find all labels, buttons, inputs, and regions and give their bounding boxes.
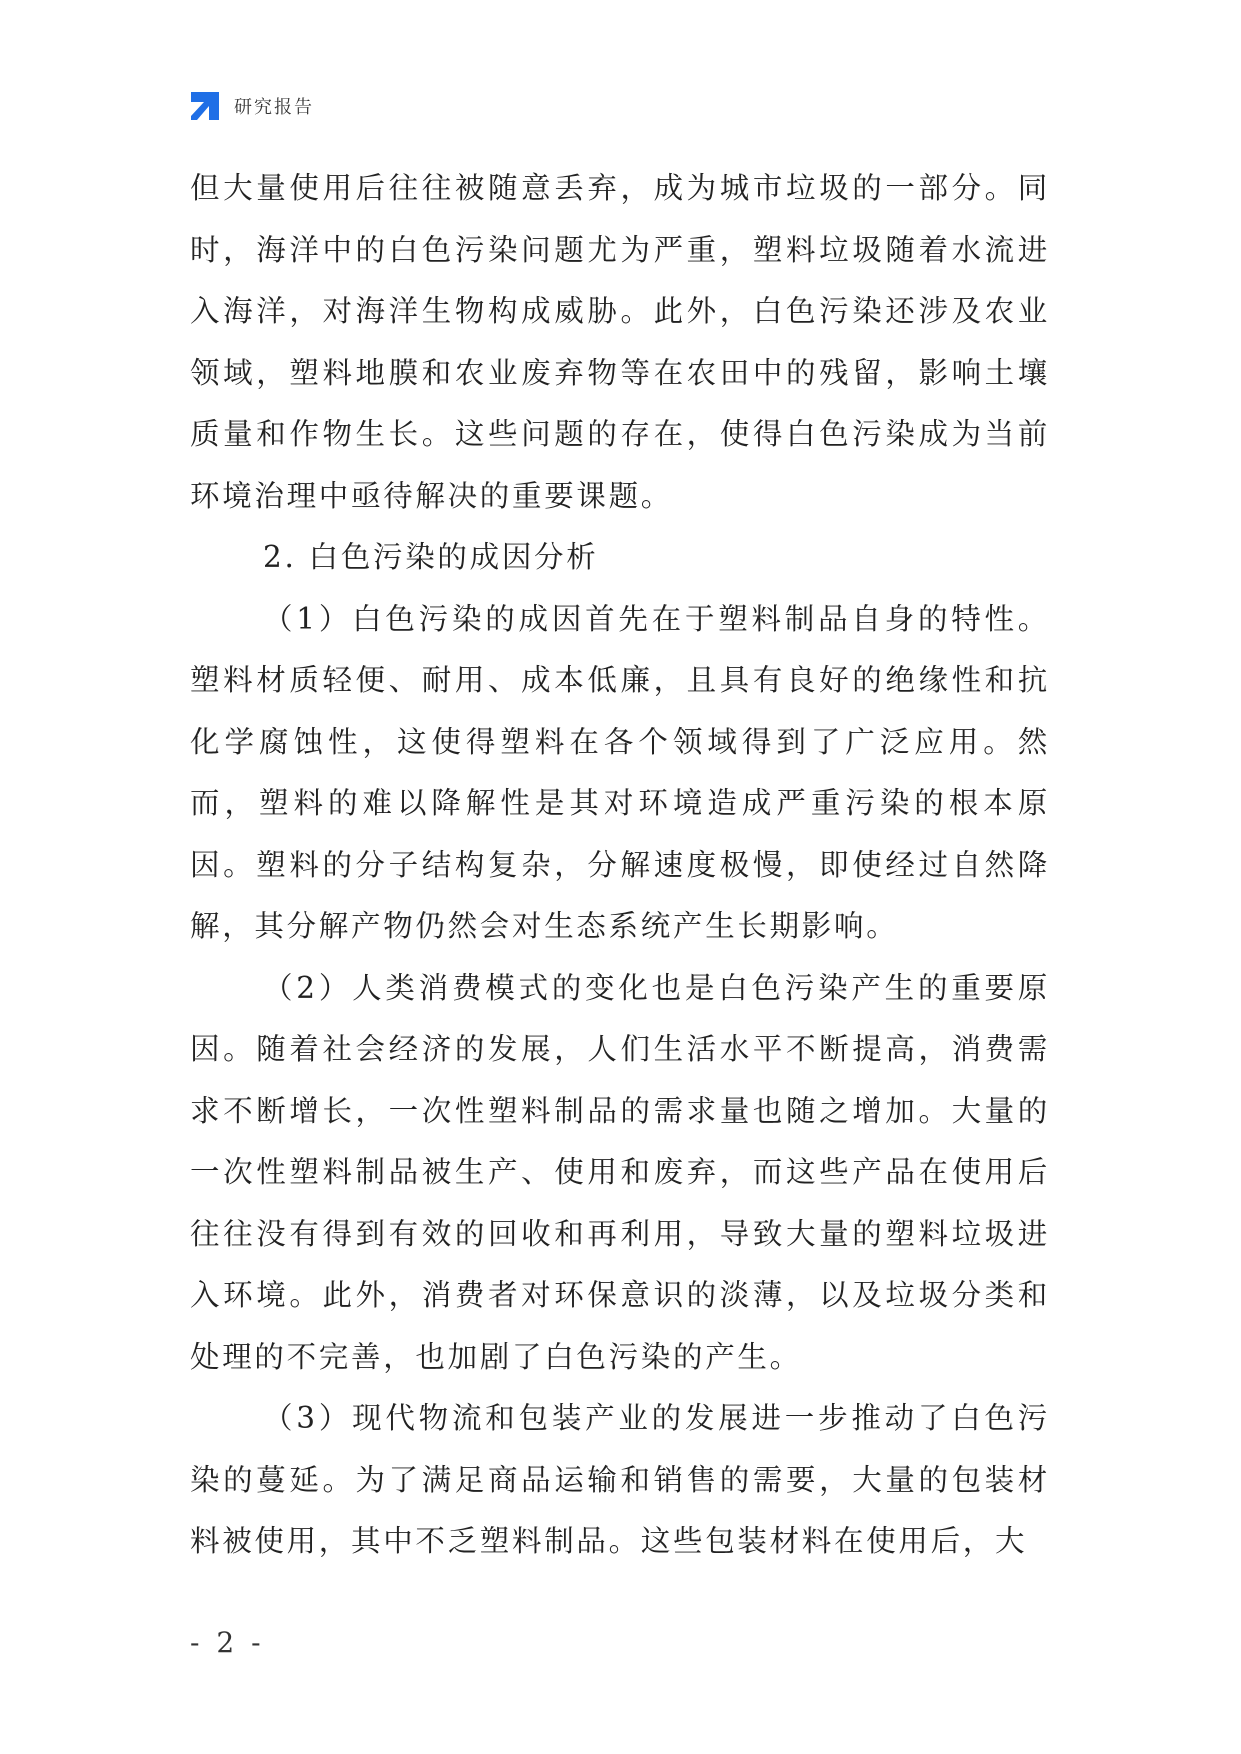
page-header <box>188 88 314 124</box>
arrow-up-right-logo-icon <box>188 89 222 123</box>
cause-paragraph-3: （3）现代物流和包装产业的发展进一步推动了白色污染的蔓延。为了满足商品运输和销售的需要，大量的包装材料被使用，其中不乏塑料制品。这些包装材料在使用后，大 <box>190 1401 1050 1558</box>
intro-paragraph: 但大量使用后往往被随意丢弃，成为城市垃圾的一部分。同时，海洋中的白色污染问题尤为严重，塑料垃圾随着水流进入海洋，对海洋生物构成威胁。此外，白色污染还涉及农业领域，塑料地膜和农业废弃物等在农田中的残留，影响土壤质量和作物生长。这些问题的存在，使得白色污染成为当前环境治理中亟待解决的重要课题。 <box>190 171 1050 513</box>
section-heading: 2. 白色污染的成因分析 <box>263 540 599 574</box>
header-title: 研究报告 <box>234 97 314 118</box>
cause-paragraph-1: （1）白色污染的成因首先在于塑料制品自身的特性。塑料材质轻便、耐用、成本低廉，且具有良好的绝缘性和抗化学腐蚀性，这使得塑料在各个领域得到了广泛应用。然而，塑料的难以降解性是其对环境造成严重污染的根本原因。塑料的分子结构复杂，分解速度极慢，即使经过自然降解，其分解产物仍然会对生态系统产生长期影响。 <box>190 601 1050 943</box>
report-body <box>190 158 1050 1573</box>
cause-paragraph-2: （2）人类消费模式的变化也是白色污染产生的重要原因。随着社会经济的发展，人们生活水平不断提高，消费需求不断增长，一次性塑料制品的需求量也随之增加。大量的一次性塑料制品被生产、使用和废弃，而这些产品在使用后往往没有得到有效的回收和再利用，导致大量的塑料垃圾进入环境。此外，消费者对环保意识的淡薄，以及垃圾分类和处理的不完善，也加剧了白色污染的产生。 <box>190 970 1050 1374</box>
page-number: - 2 - <box>190 1626 265 1659</box>
